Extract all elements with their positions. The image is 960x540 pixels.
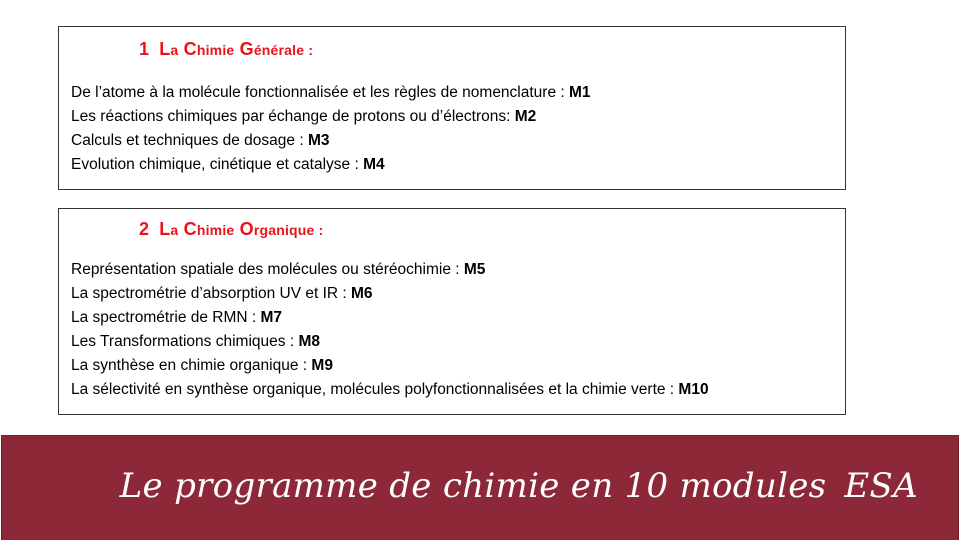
heading-part: a — [170, 42, 179, 58]
title-banner — [1, 435, 959, 540]
banner-title-text: Le programme de chimie en 10 modules — [119, 466, 827, 506]
module-code: M4 — [363, 156, 385, 173]
module-label: La sélectivité en synthèse organique, molécules polyfonctionnalisées et la chimie verte : — [71, 381, 679, 398]
heading-initial: C — [183, 219, 197, 239]
module-label: La spectrométrie de RMN : — [71, 309, 261, 326]
module-code: M5 — [463, 261, 486, 278]
module-label: Evolution chimique, cinétique et catalyse : — [71, 156, 364, 173]
section-general-chemistry — [58, 26, 846, 190]
module-code: M3 — [307, 132, 330, 149]
banner-suffix: ESA — [844, 466, 918, 506]
module-code: M6 — [351, 285, 373, 302]
section-heading — [139, 219, 323, 240]
module-label: De l’atome à la molécule fonctionnalisée et les règles de nomenclature : — [71, 84, 569, 101]
heading-part: himie — [196, 222, 235, 238]
module-code: M2 — [514, 108, 537, 125]
module-list — [71, 81, 591, 177]
heading-part: a — [170, 222, 179, 238]
module-label: Calculs et techniques de dosage : — [71, 132, 308, 149]
list-item — [71, 378, 709, 402]
heading-initial: L — [159, 39, 171, 59]
module-label: La synthèse en chimie organique : — [71, 357, 312, 374]
heading-initial: G — [239, 39, 254, 59]
module-code: M10 — [678, 381, 709, 398]
list-item — [71, 354, 709, 378]
module-label: Les Transformations chimiques : — [71, 333, 299, 350]
heading-initial: L — [159, 219, 171, 239]
banner-title — [120, 466, 918, 506]
heading-part: rganique : — [253, 222, 324, 238]
module-label: Représentation spatiale des molécules ou stéréochimie : — [71, 261, 464, 278]
module-code: M8 — [298, 333, 320, 350]
section-organic-chemistry — [58, 208, 846, 415]
list-item — [71, 330, 709, 354]
list-item — [71, 81, 591, 105]
list-item — [71, 153, 591, 177]
module-code: M7 — [260, 309, 283, 326]
list-item — [71, 306, 709, 330]
module-list — [71, 258, 709, 402]
list-item — [71, 105, 591, 129]
heading-initial: O — [239, 219, 254, 239]
section-number: 2 — [139, 219, 150, 239]
section-number: 1 — [139, 39, 150, 59]
list-item — [71, 129, 591, 153]
list-item — [71, 282, 709, 306]
module-code: M1 — [569, 84, 591, 101]
heading-part: himie — [196, 42, 235, 58]
module-code: M9 — [311, 357, 333, 374]
section-heading — [139, 39, 313, 60]
heading-initial: C — [183, 39, 197, 59]
module-label: Les réactions chimiques par échange de protons ou d’électrons: — [71, 108, 515, 125]
module-label: La spectrométrie d’absorption UV et IR : — [71, 285, 351, 302]
list-item — [71, 258, 709, 282]
heading-part: énérale : — [253, 42, 314, 58]
